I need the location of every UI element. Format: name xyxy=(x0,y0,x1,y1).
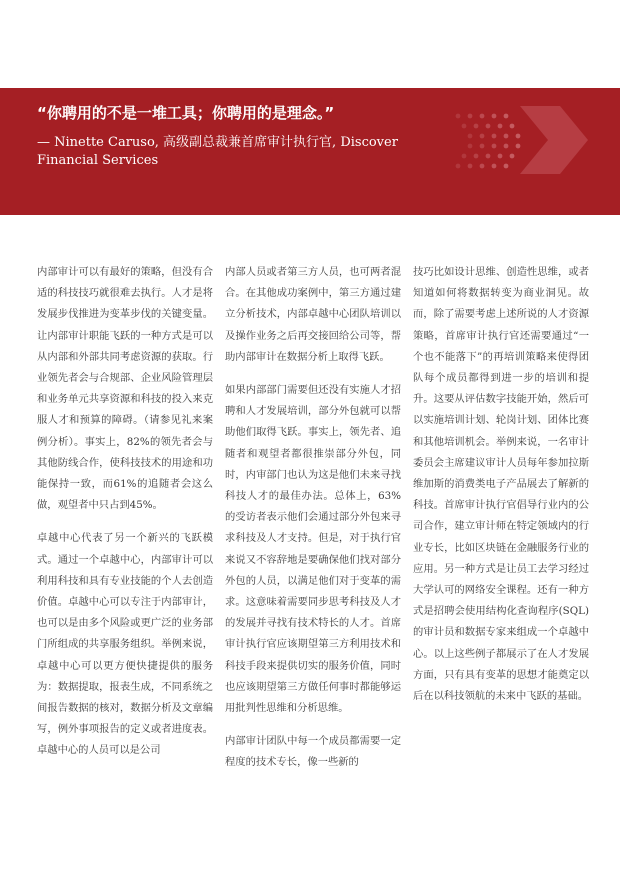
paragraph: 内部审计可以有最好的策略，但没有合适的科技技巧就很难去执行。人才是将发展步伐推进为变革步伐的关键变量。让内部审计职能飞跃的一种方式是可以从内部和外部共同考虑资源的获取。行业领先者会与合规部、企业风险管理层和业务单元共享资源和科技的投入来克服人才和预算的障碍。（请参见礼来案例分析）。事实上，82%的领先者会与其他防线合作，使科技技术的用途和功能保持一致，而61%的追随者会这么做，观望者中只占到45%。 xyxy=(37,266,213,512)
text-column-3 xyxy=(413,262,589,719)
paragraph: 内部人员或者第三方人员，也可两者混合。在其他成功案例中，第三方通过建立分析技术，内部卓越中心团队培训以及操作业务之后再交接回给公司等，帮助内部审计在数据分析上取得飞跃。 xyxy=(225,266,401,363)
quote-attribution: — Ninette Caruso, 高级副总裁兼首席审计执行官, Discover Financial Services xyxy=(37,135,398,168)
paragraph: 如果内部部门需要但还没有实施人才招聘和人才发展培训，部分外包就可以帮助他们取得飞跃。事实上，领先者、追随者和观望者都很推崇部分外包，同时，内审部门也认为这是他们未来寻找科技人才的最佳办法。总体上，63%的受访者表示他们会通过部分外包来寻求科技及人才支持。但是，对于执行官来说又不容辞地是要确保他们找对部分外包的人员，以满足他们对于变革的需求。这意味着需要同步思考科技及人才的发展并寻找有技术特长的人才。首席审计执行官应该期望第三方利用技术和科技手段来提供切实的服务价值，同时也应该期望第三方做任何事时都能够运用批判性思维和分析思维。 xyxy=(225,384,401,715)
paragraph: 内部审计团队中每一个成员都需要一定程度的技术专长，像一些新的 xyxy=(225,735,401,769)
text-column-2 xyxy=(225,262,401,786)
paragraph: 技巧比如设计思维、创造性思维，或者知道如何将数据转变为商业洞见。故而，除了需要考虑上述所说的人才资源策略，首席审计执行官还需要通过“一个也不能落下”的再培训策略来使得团队每个成员都得到进一步的培训和提升。这要从评估数字技能开始，然后可以实施培训计划、轮岗计划、团体比赛和其他培训机会。举例来说，一名审计委员会主席建议审计人员每年参加拉斯维加斯的消费类电子产品展去了解新的科技。首席审计执行官倡导行业内的公司合作，建立审计师在特定领域内的行业专长，比如区块链在金融服务行业的应用。另一种方式是让员工去学习经过大学认可的网络安全课程。还有一种方式是招聘会使用结构化查询程序(SQL)的审计员和数据专家来组成一个卓越中心。以上这些例子都展示了在人才发展方面，只有具有变革的思想才能奠定以后在以科技领航的未来中飞跃的基础。 xyxy=(413,266,589,703)
text-column-1 xyxy=(37,262,213,774)
pull-quote: “你聘用的不是一堆工具；你聘用的是理念。” xyxy=(37,104,335,122)
paragraph: 卓越中心代表了另一个新兴的飞跃模式。通过一个卓越中心，内部审计可以利用科技和具有专业技能的个人去创造价值。卓越中心可以专注于内部审计，也可以是由多个风险或更广泛的业务部门所组成的共享服务组织。举例来说，卓越中心可以更方便快捷提供的服务为：数据提取，报表生成，不同系统之间报告数据的核对，数据分析及文章编写，例外事项报告的定义或者进度表。卓越中心的人员可以是公司 xyxy=(37,532,213,757)
